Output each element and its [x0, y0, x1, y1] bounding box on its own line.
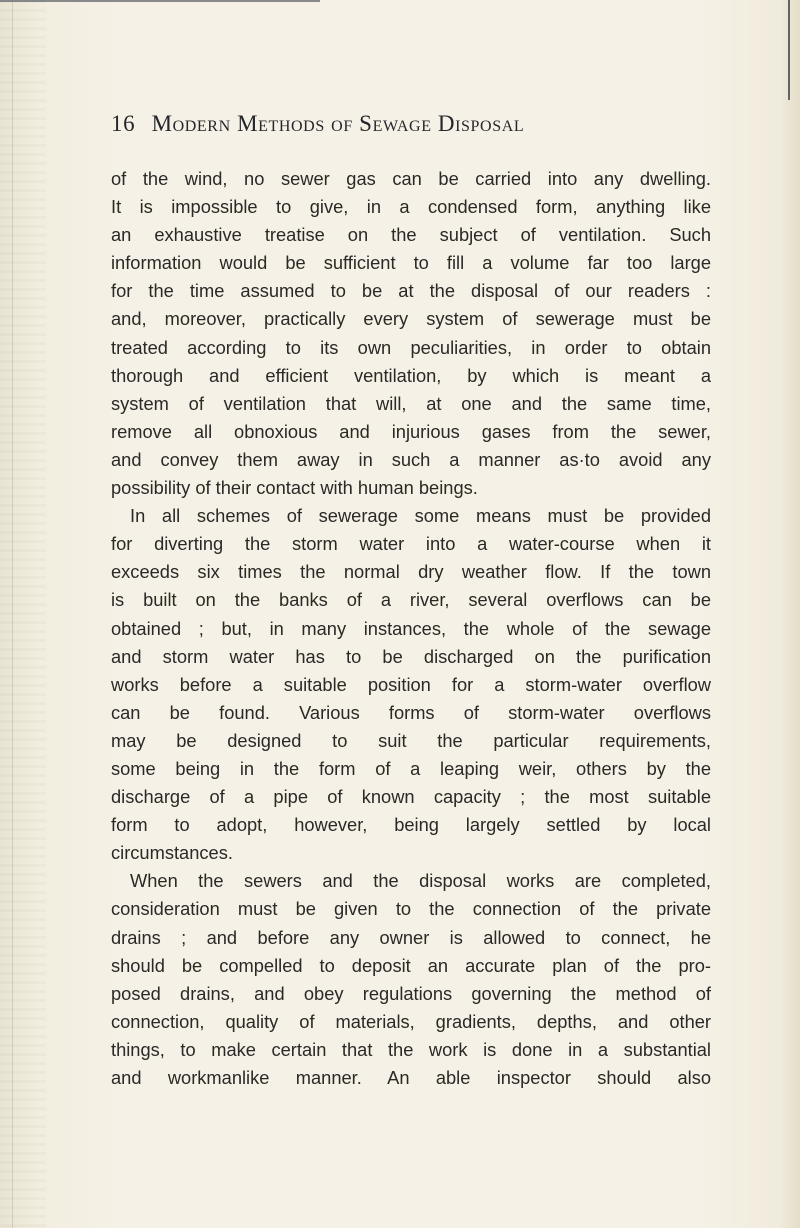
- text-line: possibility of their contact with human beings.: [111, 477, 478, 499]
- text-line: for diverting the storm water into a water-course when it: [111, 533, 711, 555]
- text-line: an exhaustive treatise on the subject of ventilation. Such: [111, 224, 711, 246]
- text-line: In all schemes of sewerage some means must be provided: [130, 505, 711, 527]
- text-line: and, moreover, practically every system of sewerage must be: [111, 308, 711, 330]
- text-line: system of ventilation that will, at one and the same time,: [111, 392, 711, 414]
- text-line: circumstances.: [111, 842, 233, 864]
- running-head: [111, 111, 731, 137]
- text-line: for the time assumed to be at the disposal of our readers :: [111, 280, 711, 302]
- text-line: is built on the banks of a river, several overflows can be: [111, 589, 711, 611]
- book-title: Modern Methods of Sewage Disposal: [151, 111, 525, 136]
- page-gutter-edge: [0, 0, 46, 1228]
- text-line: exceeds six times the normal dry weather flow. If the town: [111, 561, 711, 583]
- text-line: form to adopt, however, being largely settled by local: [111, 814, 711, 836]
- scan-edge-line: [0, 0, 320, 2]
- text-line: some being in the form of a leaping weir, others by the: [111, 757, 711, 779]
- text-line: and convey them away in such a manner as·to avoid any: [111, 448, 711, 470]
- body-text: [111, 165, 711, 1092]
- paragraph: [111, 502, 711, 867]
- text-line: works before a suitable position for a storm-water overflow: [111, 673, 711, 695]
- scan-edge-mark: [788, 0, 790, 100]
- text-line: thorough and efficient ventilation, by which is meant a: [111, 364, 711, 386]
- paragraph: [111, 165, 711, 502]
- text-line: remove all obnoxious and injurious gases from the sewer,: [111, 420, 711, 442]
- text-line: and storm water has to be discharged on the purification: [111, 645, 711, 667]
- text-line: connection, quality of materials, gradients, depths, and other: [111, 1010, 711, 1032]
- text-line: obtained ; but, in many instances, the whole of the sewage: [111, 617, 711, 639]
- text-line: can be found. Various forms of storm-water overflows: [111, 701, 711, 723]
- text-line: When the sewers and the disposal works are completed,: [130, 870, 711, 892]
- text-line: and workmanlike manner. An able inspector should also: [111, 1067, 711, 1088]
- text-line: things, to make certain that the work is done in a substantial: [111, 1038, 711, 1060]
- text-line: discharge of a pipe of known capacity ; the most suitable: [111, 786, 711, 808]
- text-line: It is impossible to give, in a condensed form, anything like: [111, 196, 711, 218]
- text-line: may be designed to suit the particular requirements,: [111, 729, 711, 751]
- text-line: of the wind, no sewer gas can be carried into any dwelling.: [111, 168, 711, 189]
- page-number: 16: [111, 111, 136, 136]
- text-line: treated according to its own peculiarities, in order to obtain: [111, 336, 711, 358]
- paragraph: [111, 867, 711, 1092]
- text-line: consideration must be given to the connection of the private: [111, 898, 711, 920]
- text-line: posed drains, and obey regulations governing the method of: [111, 982, 711, 1004]
- text-line: drains ; and before any owner is allowed to connect, he: [111, 926, 711, 948]
- text-line: information would be sufficient to fill a volume far too large: [111, 252, 711, 274]
- text-line: should be compelled to deposit an accurate plan of the pro-: [111, 954, 711, 976]
